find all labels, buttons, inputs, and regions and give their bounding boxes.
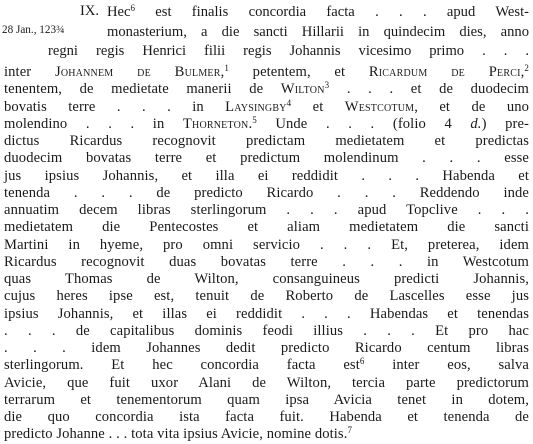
body-line: annuatim decem libras sterlingorum . . . apud Topclive . . .: [4, 202, 529, 218]
body-line: ipsius Johannis, et illas ei reddidit . . . Habendas et tenendas: [4, 305, 529, 322]
body-line: medietatem die Pentecostes et aliam medietatem die sancti: [4, 219, 529, 236]
body-line: tenentem, de medietate manerii de Wilton$^3$ . . . et de duodecim: [4, 80, 530, 98]
body-line: . . . de capitalibus dominis feodi illius . . . Et pro hac: [4, 322, 529, 339]
body-line: Ricardus recognovit duas bovatas terre . . . in Westcotum: [4, 253, 529, 270]
body-line: . . . idem Johannes dedit predicto Ricardo centum libras: [4, 340, 529, 356]
heading-line: Hec$^6$ est finalis concordia facta . . . apud West-: [107, 3, 529, 20]
body-line: dictus Ricardus recognovit predictam medietatem et predictas: [4, 133, 529, 149]
heading-line: regni regis Henrici filii regis Johannis vicesimo primo . . .: [48, 43, 529, 59]
body-line: inter Johannem de Bulmer,$^1$ petentem, et Ricardum de Perci,$^2$: [4, 63, 529, 80]
body-line: cujus heres ipse est, tenuit de Roberto de Lascelles esse jus: [4, 288, 529, 305]
body-line: jus ipsius Johannis, et illa ei reddidit . . . Habenda et: [4, 167, 529, 184]
heading-line: monasterium, a die sancti Hillarii in quindecim dies, anno: [107, 24, 529, 40]
body-line: molendino . . . in Thorneton.$^5$ Unde . . . (folio 4 d.) pre-: [4, 114, 529, 132]
body-line: tenenda . . . de predicto Ricardo . . . Reddendo inde: [4, 184, 529, 201]
body-line: Martini in hyeme, pro omni servicio . . . Et, preterea, idem: [4, 236, 529, 253]
body-line: predicto Johanne . . . tota vita ipsius Avicie, nomine dotis.$^7$: [4, 425, 353, 443]
body-line: quas Thomas de Wilton, consanguineus predicti Johannis,: [4, 271, 529, 287]
body-line: sterlingorum. Et hec concordia facta est$^6$ inter eos, salva: [4, 356, 529, 374]
body-line: bovatis terre . . . in Laysingby$^4$ et Westcotum, et de uno: [4, 97, 530, 115]
margin-date-note: 28 Jan., 123¾: [2, 24, 65, 36]
body-line: terrarum et tenementorum quam ipsa Avicia tenet in dotem,: [4, 391, 529, 408]
body-line: Avicie, que fuit uxor Alani de Wilton, tercia parte predictorum: [4, 374, 529, 391]
body-line: die quo concordia ista facta fuit. Habenda et tenenda de: [4, 409, 529, 425]
body-line: duodecim bovatas terre et predictum molendinum . . . esse: [4, 150, 529, 167]
entry-number: IX.: [80, 3, 100, 19]
